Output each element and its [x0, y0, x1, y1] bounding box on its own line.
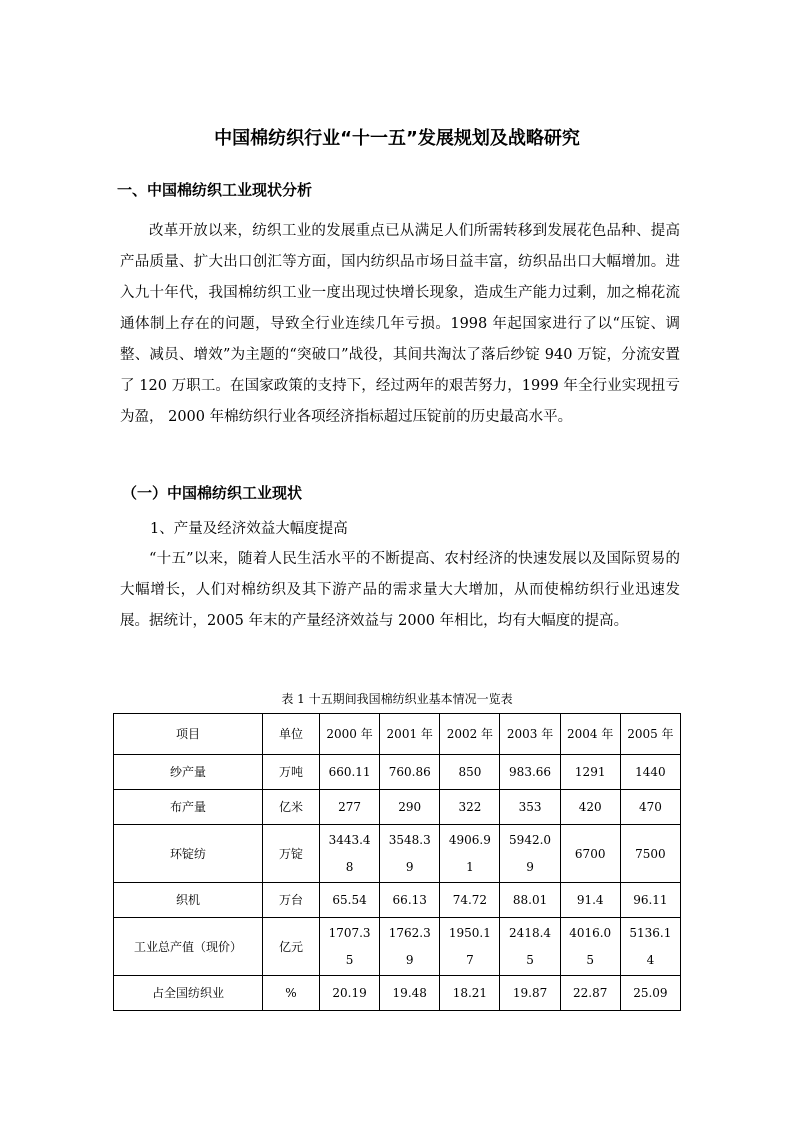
- table-cell-value: 5942.09: [509, 832, 552, 874]
- table-cell-item: 环锭纺: [114, 825, 263, 883]
- table-cell: 25.09: [620, 976, 680, 1011]
- header-cell-unit: 单位: [263, 714, 320, 755]
- table-row: [114, 825, 681, 883]
- table-cell: [620, 918, 680, 976]
- document-title: 中国棉纺织行业“十一五”发展规划及战略研究: [214, 128, 580, 149]
- subsection-heading: （一）中国棉纺织工业现状: [122, 484, 303, 502]
- table-cell-value: 1762.39: [388, 925, 431, 967]
- header-cell-2002: 2002 年: [440, 714, 500, 755]
- table-cell: 20.19: [320, 976, 380, 1011]
- table-cell-value: 1950.17: [448, 925, 491, 967]
- table-cell: 1291: [560, 755, 620, 790]
- table-cell: 290: [380, 790, 440, 825]
- item-heading: 1、产量及经济效益大幅度提高: [150, 521, 348, 537]
- table-cell: 660.11: [320, 755, 380, 790]
- table-cell-value: 4016.05: [569, 925, 612, 967]
- subsection-paragraph: “十五”以来，随着人民生活水平的不断提高、农村经济的快速发展以及国际贸易的大幅增长，人们对棉纺织及其下游产品的需求量大大增加，从而使棉纺织行业迅速发展。据统计，2005 年末的产量经济效益与 2000 年相比，均有大幅度的提高。: [120, 551, 680, 629]
- table-cell: 322: [440, 790, 500, 825]
- table-cell: 6700: [560, 825, 620, 883]
- data-table: [113, 713, 681, 1011]
- table-cell-unit: 万锭: [263, 825, 320, 883]
- table-cell-unit: 亿米: [263, 790, 320, 825]
- table-cell: 65.54: [320, 883, 380, 918]
- table-caption: 表 1 十五期间我国棉纺织业基本情况一览表: [281, 692, 513, 706]
- table-cell-unit: 万台: [263, 883, 320, 918]
- table-cell: [440, 918, 500, 976]
- table-cell: 983.66: [500, 755, 560, 790]
- table-cell-item: 纱产量: [114, 755, 263, 790]
- table-cell: [320, 825, 380, 883]
- table-cell: 88.01: [500, 883, 560, 918]
- table-cell: 19.87: [500, 976, 560, 1011]
- header-cell-2003: 2003 年: [500, 714, 560, 755]
- table-cell: 470: [620, 790, 680, 825]
- header-cell-2004: 2004 年: [560, 714, 620, 755]
- table-cell: 850: [440, 755, 500, 790]
- header-cell-item: 项目: [114, 714, 263, 755]
- header-cell-2001: 2001 年: [380, 714, 440, 755]
- table-cell: 74.72: [440, 883, 500, 918]
- header-cell-2005: 2005 年: [620, 714, 680, 755]
- table-cell: 91.4: [560, 883, 620, 918]
- table-header-row: [114, 714, 681, 755]
- table-cell-value: 3548.39: [388, 832, 431, 874]
- table-cell: [560, 918, 620, 976]
- table-cell: [320, 918, 380, 976]
- table-row: [114, 918, 681, 976]
- table-cell-value: 1707.35: [328, 925, 371, 967]
- table-cell: [380, 825, 440, 883]
- table-cell: [500, 825, 560, 883]
- table-cell: 277: [320, 790, 380, 825]
- table-cell-unit: %: [263, 976, 320, 1011]
- table-row: [114, 755, 681, 790]
- table-row: [114, 883, 681, 918]
- table-cell: [440, 825, 500, 883]
- table-row: [114, 976, 681, 1011]
- section-heading: 一、中国棉纺织工业现状分析: [117, 181, 313, 199]
- table-cell: 353: [500, 790, 560, 825]
- table-cell: 760.86: [380, 755, 440, 790]
- table-cell-item: 工业总产值（现价）: [114, 918, 263, 976]
- table-cell-unit: 万吨: [263, 755, 320, 790]
- table-cell: 19.48: [380, 976, 440, 1011]
- table-cell: 66.13: [380, 883, 440, 918]
- table-cell: 7500: [620, 825, 680, 883]
- table-cell-value: 2418.45: [509, 925, 552, 967]
- table-cell: 1440: [620, 755, 680, 790]
- table-cell-value: 4906.91: [448, 832, 491, 874]
- table-cell-item: 占全国纺织业: [114, 976, 263, 1011]
- table-cell: [500, 918, 560, 976]
- table-cell: 420: [560, 790, 620, 825]
- table-cell-unit: 亿元: [263, 918, 320, 976]
- table-cell-item: 织机: [114, 883, 263, 918]
- table-cell-value: 3443.48: [328, 832, 371, 874]
- table-cell: 18.21: [440, 976, 500, 1011]
- table-row: [114, 790, 681, 825]
- table-cell-item: 布产量: [114, 790, 263, 825]
- table-cell: 96.11: [620, 883, 680, 918]
- table-cell: 22.87: [560, 976, 620, 1011]
- header-cell-2000: 2000 年: [320, 714, 380, 755]
- section-paragraph: 改革开放以来，纺织工业的发展重点已从满足人们所需转移到发展花色品种、提高产品质量、扩大出口创汇等方面，国内纺织品市场日益丰富，纺织品出口大幅增加。进入九十年代，我国棉纺织工业一度出现过快增长现象，造成生产能力过剩，加之棉花流通体制上存在的问题，导致全行业连续几年亏损。1998 年起国家进行了以“压锭、调整、减员、增效”为主题的“突破口”战役，其间共淘汰了落后纱锭 940 万锭，分流安置了 120 万职工。在国家政策的支持下，经过两年的艰苦努力，1999 年全行业实现扭亏为盈， 2000 年棉纺织行业各项经济指标超过压锭前的历史最高水平。: [120, 223, 680, 425]
- table-cell-value: 5136.14: [629, 925, 672, 967]
- table-cell: [380, 918, 440, 976]
